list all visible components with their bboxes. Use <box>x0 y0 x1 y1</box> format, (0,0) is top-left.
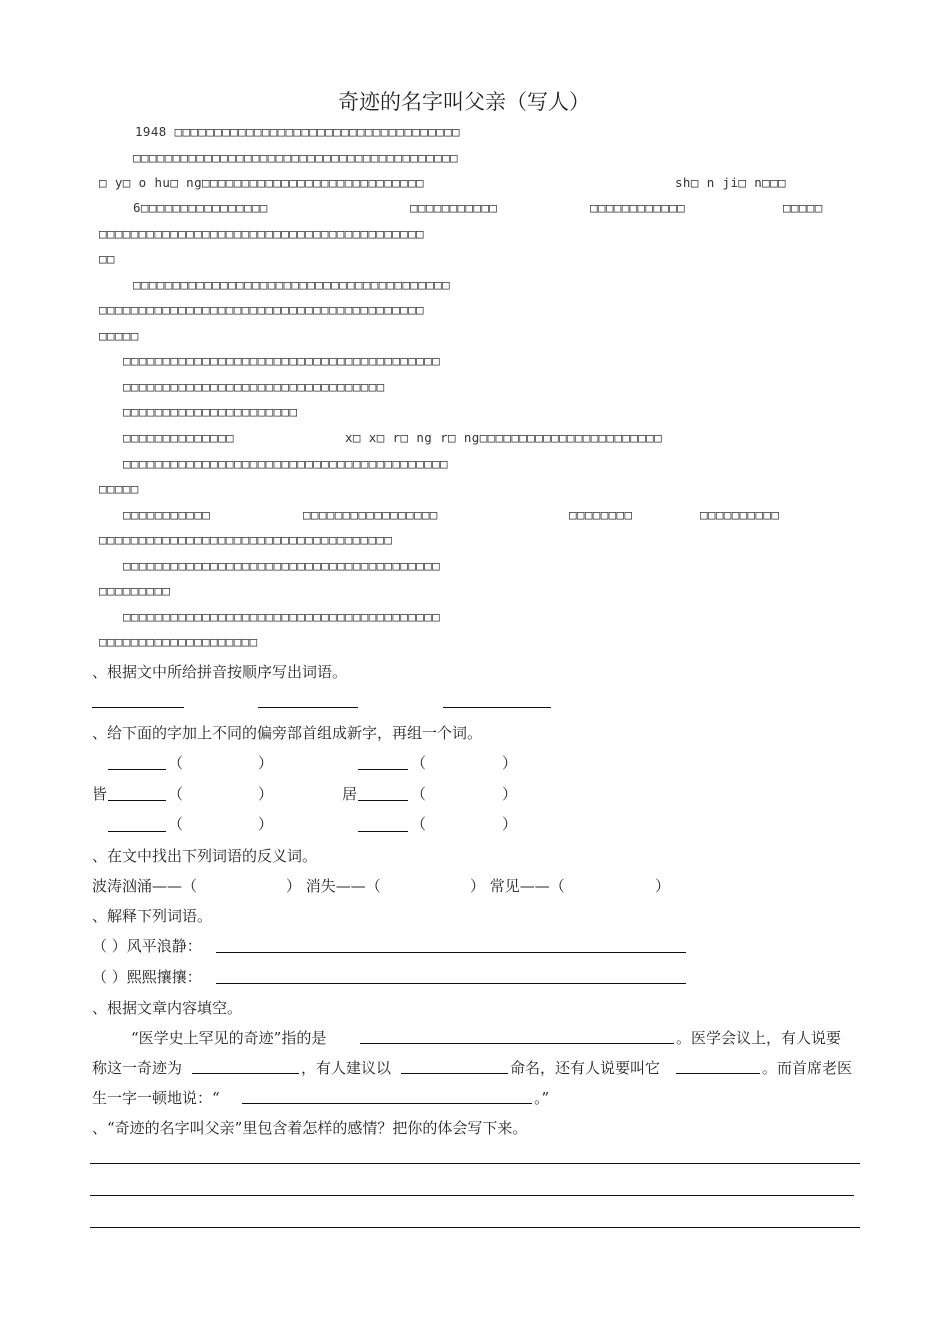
radical-blank[interactable] <box>108 831 166 832</box>
question-6-prompt: 、“奇迹的名字叫父亲”里包含着怎样的感情？把你的体会写下来。 <box>92 1119 528 1137</box>
fill-blank[interactable] <box>242 1103 532 1104</box>
passage-line: □□□□□□□□□□□□□□□□□ <box>303 507 438 522</box>
radical-blank[interactable] <box>358 800 408 801</box>
fill-text: 。医学会议上，有人说要 <box>676 1029 842 1047</box>
question-1-prompt: 、根据文中所给拼音按顺序写出词语。 <box>92 663 348 681</box>
answer-line[interactable] <box>90 1227 860 1228</box>
passage-line: □□□□□□□□□□□□ <box>590 200 686 215</box>
word-paren-close: ） <box>258 815 274 833</box>
passage-line: □□□□□□□□□□□ <box>123 507 211 522</box>
question-2-prompt: 、给下面的字加上不同的偏旁部首组成新字，再组一个词。 <box>92 724 483 742</box>
radical-blank[interactable] <box>358 769 408 770</box>
base-character: 居 <box>342 785 358 803</box>
passage-line: □ y□ o hu□ ng□□□□□□□□□□□□□□□□□□□□□□□□□□□□ <box>99 175 424 190</box>
antonym-item: ） 常见——（ <box>470 877 565 895</box>
define-item: （ ）风平浪静： <box>92 937 202 955</box>
passage-line: □□□□□□□□□ <box>99 583 171 598</box>
fill-text: 生一字一顿地说：“ <box>92 1089 220 1107</box>
passage-line: □□□□□□□□□□□ <box>410 200 498 215</box>
fill-text: 命名，还有人说要叫它 <box>510 1059 661 1077</box>
word-paren-close: ） <box>502 785 518 803</box>
passage-line: □□□□□□□□□□□□□□□□□□□□□□□□□□□□□□□□□□□□□ <box>99 532 393 547</box>
word-paren-close: ） <box>502 815 518 833</box>
definition-blank[interactable] <box>216 983 686 984</box>
fill-blank[interactable] <box>401 1073 508 1074</box>
passage-line: □□□□□□□□□□□□□□□□□□□□□□□□□□□□□□□□□□□□□□□□□ <box>99 302 424 317</box>
passage-line: □□□□□□□□□□□□□□□□□□□□□□□□□□□□□□□□□□□□□□□□□ <box>99 226 424 241</box>
answer-line[interactable] <box>90 1163 860 1164</box>
passage-line: □□□□□□□□ <box>569 507 633 522</box>
passage-line: □□□□□□□□□□□□□□□□□□□□□□□□□□□□□□□□□ <box>123 379 385 394</box>
passage-line: x□ x□ r□ ng r□ ng□□□□□□□□□□□□□□□□□□□□□□□ <box>345 430 663 445</box>
passage-line: 6□□□□□□□□□□□□□□□□ <box>133 200 268 215</box>
passage-line: □□ <box>99 251 115 266</box>
passage-line: □□□□□ <box>783 200 823 215</box>
passage-line: 1948 □□□□□□□□□□□□□□□□□□□□□□□□□□□□□□□□□□□□ <box>135 124 460 139</box>
word-paren-open: （ <box>168 815 184 833</box>
answer-blank[interactable] <box>443 707 551 708</box>
fill-text: ，有人建议以 <box>301 1059 392 1077</box>
fill-blank[interactable] <box>192 1073 299 1074</box>
passage-line: □□□□□□□□□□□□□□ <box>123 430 234 445</box>
passage-line: □□□□□□□□□□□□□□□□□□□□□□□□□□□□□□□□□□□□□□□□□ <box>133 150 458 165</box>
word-paren-close: ） <box>258 754 274 772</box>
word-paren-open: （ <box>168 754 184 772</box>
passage-line: □□□□□□□□□□□□□□□□□□□□□□□□□□□□□□□□□□□□□□□□□ <box>123 456 448 471</box>
fill-text: “医学史上罕见的奇迹”指的是 <box>131 1029 327 1047</box>
fill-text: 称这一奇迹为 <box>92 1059 183 1077</box>
fill-text: 。而首席老医 <box>762 1059 853 1077</box>
question-5-prompt: 、根据文章内容填空。 <box>92 999 243 1017</box>
define-item: （ ）熙熙攘攘： <box>92 968 202 986</box>
radical-blank[interactable] <box>108 800 166 801</box>
word-paren-open: （ <box>411 815 427 833</box>
antonym-item: ） <box>655 877 671 895</box>
passage-line: □□□□□ <box>99 328 139 343</box>
base-character: 皆 <box>92 785 108 803</box>
passage-line: □□□□□□□□□□□□□□□□□□□□□□ <box>123 404 298 419</box>
radical-blank[interactable] <box>108 769 166 770</box>
radical-blank[interactable] <box>358 831 408 832</box>
question-3-prompt: 、在文中找出下列词语的反义词。 <box>92 847 318 865</box>
antonym-item: 波涛汹涌——（ <box>92 877 198 895</box>
passage-line: □□□□□□□□□□□□□□□□□□□□□□□□□□□□□□□□□□□□□□□□ <box>133 277 451 292</box>
question-4-prompt: 、解释下列词语。 <box>92 907 213 925</box>
fill-blank[interactable] <box>676 1073 760 1074</box>
answer-blank[interactable] <box>258 707 358 708</box>
word-paren-open: （ <box>411 785 427 803</box>
answer-blank[interactable] <box>92 707 184 708</box>
passage-line: □□□□□□□□□□□□□□□□□□□□□□□□□□□□□□□□□□□□□□□□ <box>123 353 441 368</box>
passage-line: □□□□□□□□□□□□□□□□□□□□□□□□□□□□□□□□□□□□□□□□ <box>123 609 441 624</box>
antonym-item: ） 消失——（ <box>286 877 381 895</box>
page-title: 奇迹的名字叫父亲（写人） <box>338 90 590 114</box>
word-paren-open: （ <box>411 754 427 772</box>
passage-line: sh□ n ji□ n□□□ <box>675 175 786 190</box>
passage-line: □□□□□□□□□□ <box>700 507 780 522</box>
word-paren-close: ） <box>502 754 518 772</box>
word-paren-close: ） <box>258 785 274 803</box>
word-paren-open: （ <box>168 785 184 803</box>
fill-text: 。” <box>534 1089 550 1107</box>
passage-line: □□□□□□□□□□□□□□□□□□□□□□□□□□□□□□□□□□□□□□□□ <box>123 558 441 573</box>
fill-blank[interactable] <box>360 1043 674 1044</box>
definition-blank[interactable] <box>216 952 686 953</box>
answer-line[interactable] <box>90 1195 854 1196</box>
passage-line: □□□□□□□□□□□□□□□□□□□□ <box>99 634 258 649</box>
passage-line: □□□□□ <box>99 481 139 496</box>
